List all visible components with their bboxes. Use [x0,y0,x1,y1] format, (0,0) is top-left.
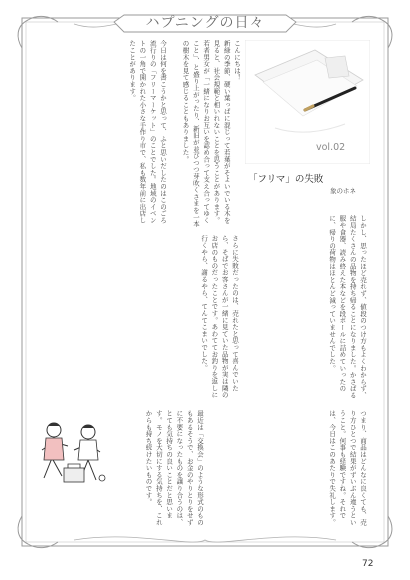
page-number: 72 [362,559,374,569]
column-volume: vol.02 [316,142,346,153]
column-photo [245,40,370,164]
article-paragraph-1: こんにちは！ 新緑の季節、硬い葉っぱに混じって若葉がそよいでいる木を見ると、社会規範と相いれないことを思うことがあります。若者男女が「一緒になりお互いを認め合って支え合ってゆくこと」、と盛り上がったり、新旧が並びつつ芽吹くさまを一本の樹木を見て感じることもありました。 [181,40,241,228]
article-paragraph-6: つまり、商品はどんなに良くても、売り方ひとつで結果がずいぶん違うということ。何事も経験ですね。それでは、今日はこのあたりで失礼します。 [328,410,367,526]
article-paragraph-5: 最近は「交換会」のような形式のものもあるそうで、お金のやりとりをせずに不要になったものを譲り合うのは、とても気持ちの良いことだと思います。モノを大切にする気持ちを、これからも持ち続けたいものです。 [144,410,204,526]
article-paragraph-2: 今日は何を書こうかと思って、ふと思いだしたのはこのごろ流行りの「フリーマーケット」のことでした。地域のイベントの一角で開かれた小さな手作り市で、私も数年前に出店したことがあります。 [128,40,167,224]
article-paragraph-4: さらに失敗だったのは、売れたと思って喜んでいたら、そばでお客さんが一緒に見ていた品物が実は隣のお店のものだったことです。あわててお釣りを返しに行くやら、謝るやら、てんてこまいでした。 [200,235,239,399]
article-title: 「フリマ」の失敗 [248,174,324,185]
article-author: 象のホネ [330,187,356,195]
article-paragraph-3: しかし、思ったほど売れず、値段のつけ方もよくわからず、結局たくさんの品物を持ち帰ることになりました。かさばる服や食器、読み終えた本などを段ボールに詰めていったのに、帰りの荷物はほとんど減っていませんでした。 [328,215,367,399]
flea-market-illustration [34,418,114,488]
page-title: ハプニングの日々 [145,15,265,31]
